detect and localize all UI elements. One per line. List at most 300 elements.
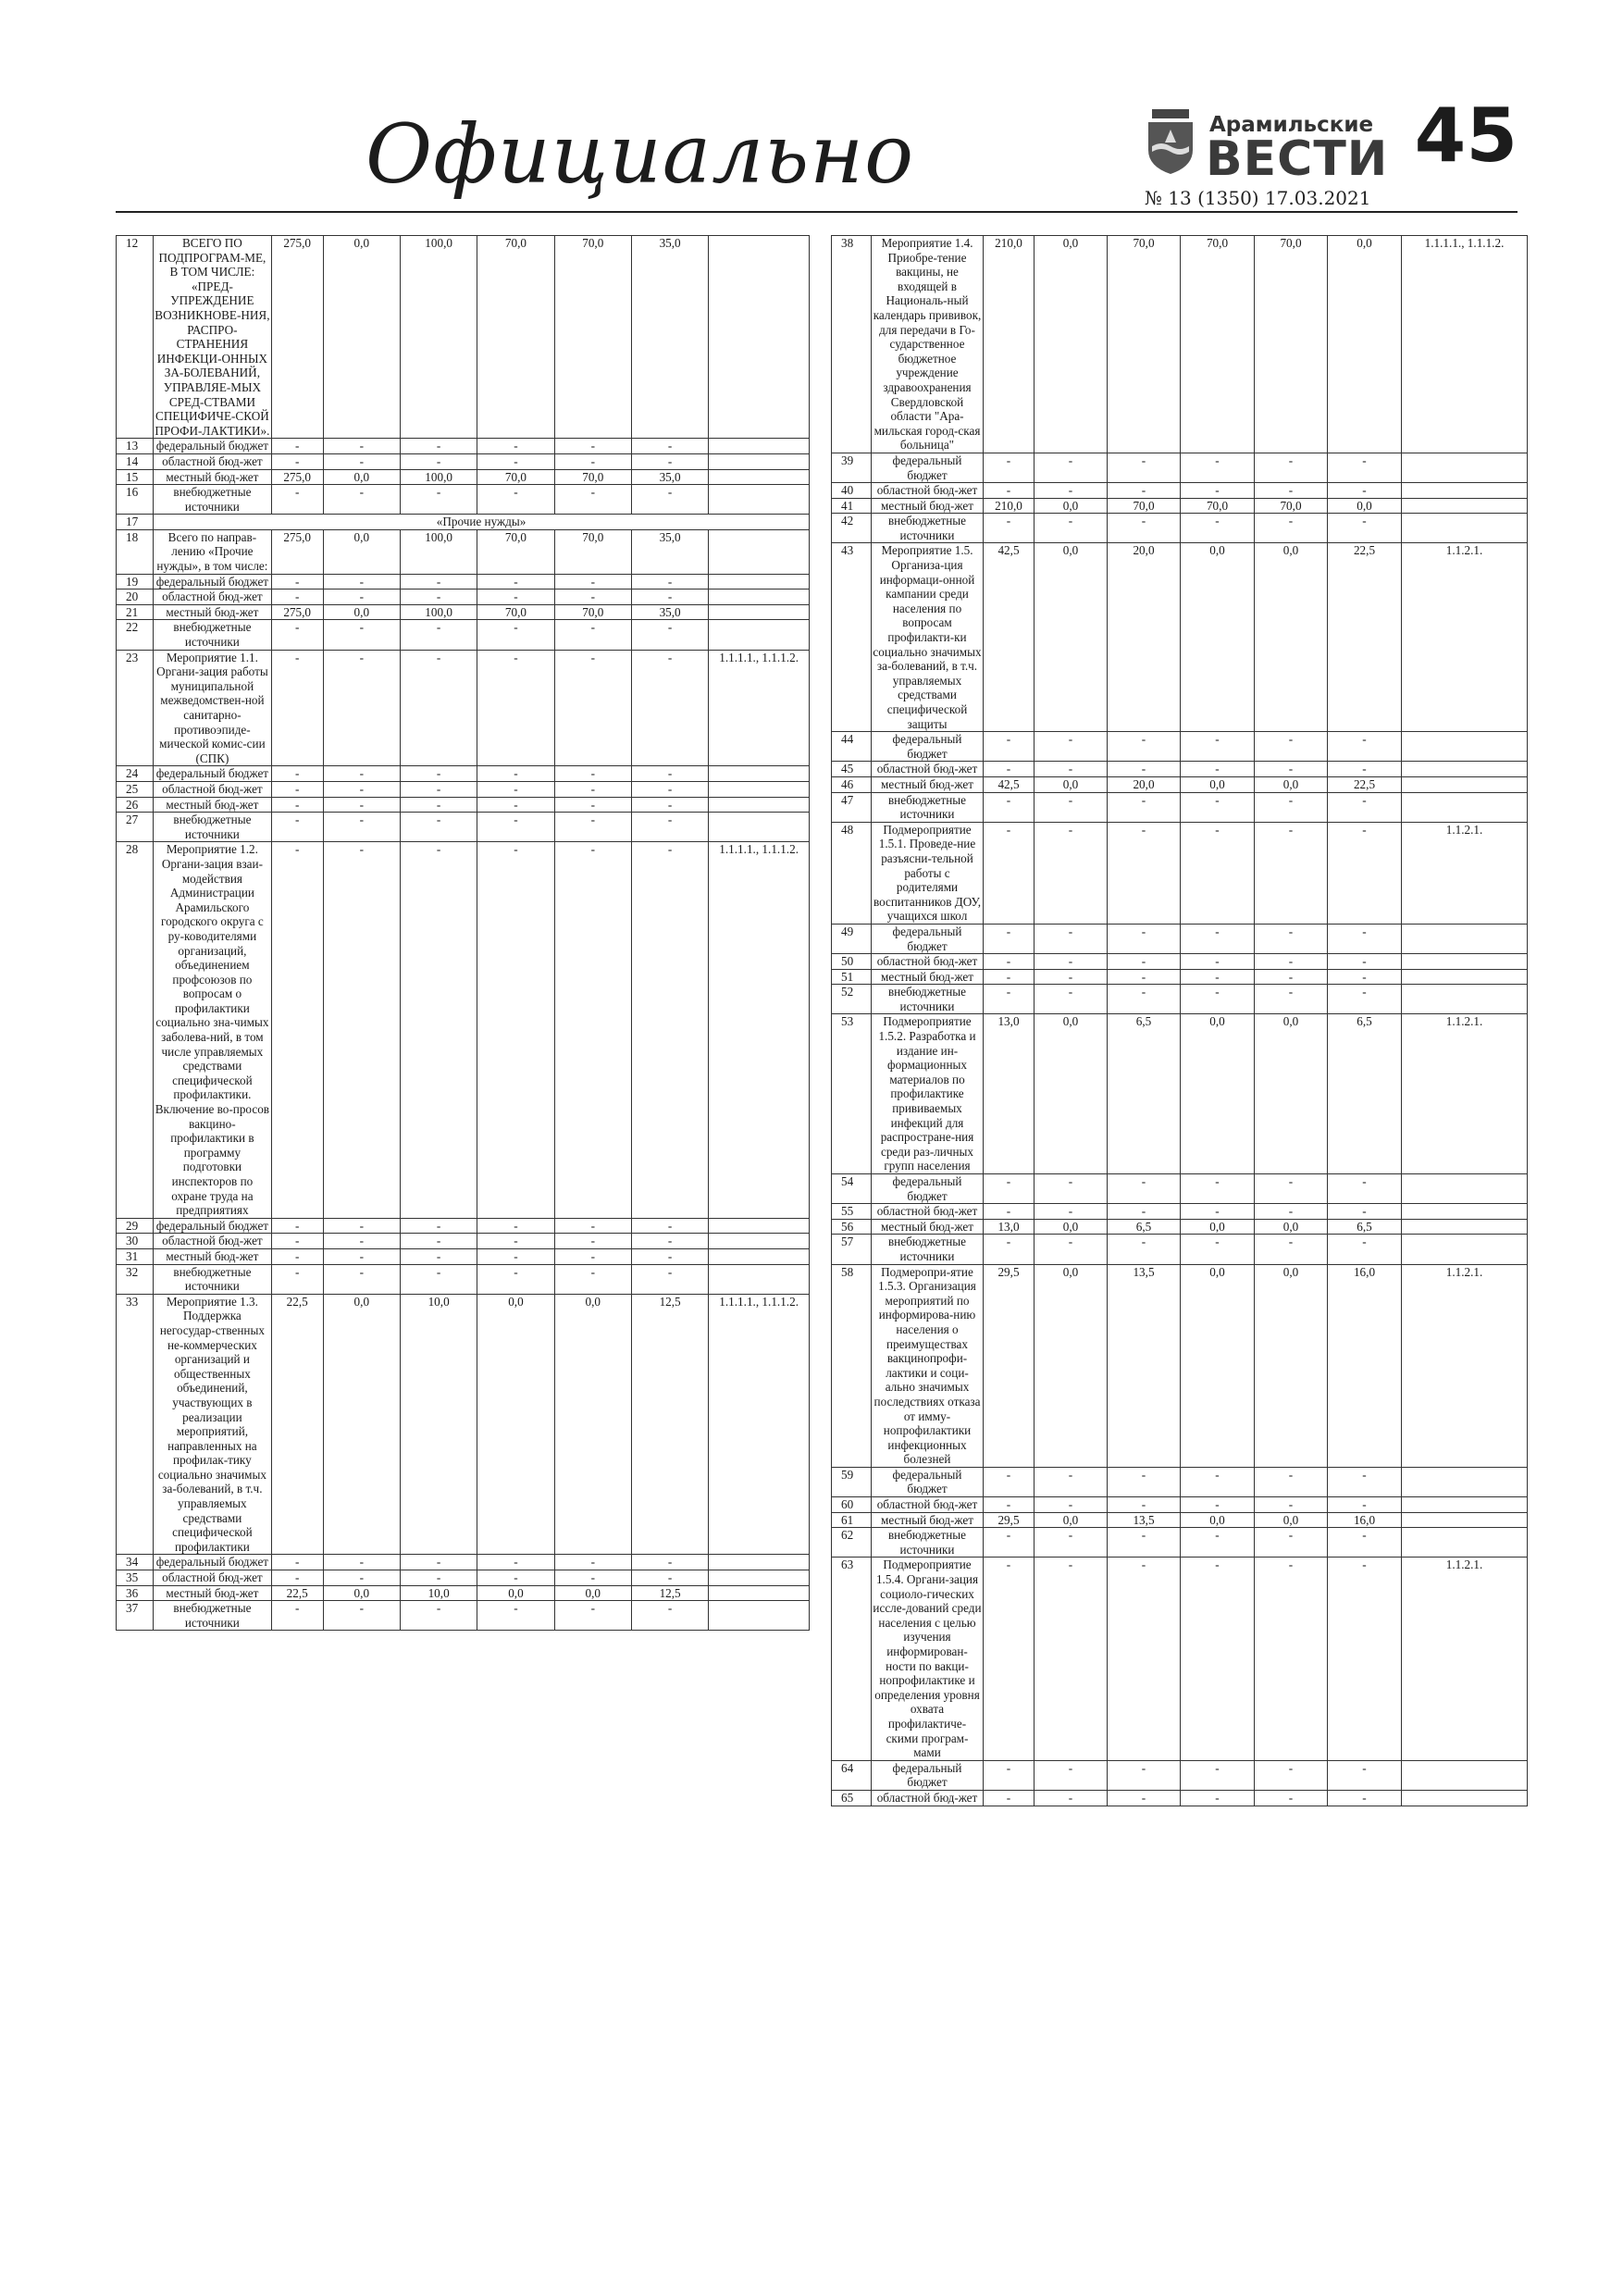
value-cell: - xyxy=(477,1234,554,1249)
row-number: 41 xyxy=(832,498,872,514)
table-row xyxy=(117,1601,810,1631)
value-cell: - xyxy=(1181,483,1255,499)
value-cell: - xyxy=(1328,762,1402,777)
value-cell: 275,0 xyxy=(271,236,323,439)
value-cell: - xyxy=(1328,1174,1402,1204)
value-cell: - xyxy=(984,732,1035,762)
value-cell: 22,5 xyxy=(271,1585,323,1601)
value-cell: 0,0 xyxy=(1035,776,1108,792)
value-cell: - xyxy=(477,1248,554,1264)
value-cell: 16,0 xyxy=(1328,1512,1402,1528)
row-number: 51 xyxy=(832,969,872,985)
value-cell: - xyxy=(1181,1760,1255,1790)
row-number: 45 xyxy=(832,762,872,777)
value-cell: - xyxy=(1181,954,1255,970)
row-number: 18 xyxy=(117,529,154,574)
target-indicator-cell xyxy=(1402,453,1528,482)
value-cell: - xyxy=(1035,483,1108,499)
item-name-cell: Мероприятие 1.5. Организа-ция информаци-онной кампании среди населения по вопросам профилакти-ки социально значимых за-болеваний, в т.ч. управляемых средствами специфической защиты xyxy=(873,543,982,731)
header-divider xyxy=(116,211,1518,213)
value-cell: 6,5 xyxy=(1328,1219,1402,1235)
value-cell: 275,0 xyxy=(271,529,323,574)
item-name-cell: внебюджетные источники xyxy=(872,792,984,822)
value-cell: - xyxy=(1255,985,1328,1014)
row-number: 28 xyxy=(117,842,154,1218)
value-cell: - xyxy=(400,1218,477,1234)
value-cell: - xyxy=(400,650,477,766)
value-cell: - xyxy=(1035,1558,1108,1760)
value-cell: - xyxy=(984,1467,1035,1496)
item-name-cell: Мероприятие 1.2. Органи-зация взаи-модействия Администрации Арамильского городского округа с ру-ководителями организаций, объединением профсоюзов по вопросам о профилактики социально зна-чимых заболева-ний, в том числе управляемых средствами специфической профилактики. Включение во-просов вакцино-профилактики в программу подготовки инспекторов по охране труда на предприятиях xyxy=(154,842,272,1218)
row-number: 21 xyxy=(117,604,154,620)
left-column xyxy=(116,235,810,1631)
target-indicator-cell xyxy=(709,797,810,813)
value-cell: - xyxy=(984,1528,1035,1558)
item-name-cell: федеральный бюджет xyxy=(154,439,272,454)
target-indicator-cell xyxy=(1402,1760,1528,1790)
item-name-cell: федеральный бюджет xyxy=(154,1555,272,1570)
row-number: 37 xyxy=(117,1601,154,1631)
value-cell: 0,0 xyxy=(1328,236,1402,453)
value-cell: - xyxy=(1181,1558,1255,1760)
value-cell: - xyxy=(1108,985,1181,1014)
value-cell: 0,0 xyxy=(1181,1512,1255,1528)
value-cell: - xyxy=(1328,1558,1402,1760)
target-indicator-cell: 1.1.2.1. xyxy=(1402,1014,1528,1174)
value-cell: - xyxy=(1035,1204,1108,1220)
value-cell: - xyxy=(1035,514,1108,543)
row-number: 59 xyxy=(832,1467,872,1496)
table-row xyxy=(117,1218,810,1234)
value-cell: 70,0 xyxy=(477,236,554,439)
item-name-cell: местный бюд-жет xyxy=(872,776,984,792)
table-row xyxy=(832,1204,1528,1220)
value-cell: - xyxy=(477,813,554,842)
value-cell: 0,0 xyxy=(323,1585,400,1601)
value-cell: - xyxy=(1035,1760,1108,1790)
row-number: 17 xyxy=(117,515,154,530)
value-cell: - xyxy=(984,1558,1035,1760)
item-name-cell: местный бюд-жет xyxy=(154,604,272,620)
target-indicator-cell xyxy=(1402,483,1528,499)
target-indicator-cell: 1.1.2.1. xyxy=(1402,543,1528,732)
value-cell: 0,0 xyxy=(323,236,400,439)
value-cell: 0,0 xyxy=(1181,543,1255,732)
table-row xyxy=(117,620,810,650)
value-cell: - xyxy=(400,813,477,842)
table-row xyxy=(832,969,1528,985)
value-cell: - xyxy=(323,1555,400,1570)
value-cell: - xyxy=(554,590,631,605)
row-number: 20 xyxy=(117,590,154,605)
target-indicator-cell xyxy=(1402,1219,1528,1235)
value-cell: - xyxy=(1108,1497,1181,1513)
target-indicator-cell xyxy=(1402,1174,1528,1204)
target-indicator-cell xyxy=(1402,1790,1528,1806)
value-cell: - xyxy=(323,1248,400,1264)
value-cell: - xyxy=(1035,1528,1108,1558)
brand-name-small: Арамильские xyxy=(1209,113,1374,137)
value-cell: - xyxy=(1035,792,1108,822)
value-cell: - xyxy=(1035,453,1108,482)
value-cell: 22,5 xyxy=(271,1294,323,1555)
row-number: 31 xyxy=(117,1248,154,1264)
row-number: 42 xyxy=(832,514,872,543)
value-cell: 0,0 xyxy=(1255,1014,1328,1174)
row-number: 65 xyxy=(832,1790,872,1806)
value-cell: - xyxy=(554,781,631,797)
value-cell: - xyxy=(1181,732,1255,762)
table-row xyxy=(832,1497,1528,1513)
row-number: 39 xyxy=(832,453,872,482)
value-cell: 70,0 xyxy=(554,604,631,620)
table-row xyxy=(117,590,810,605)
value-cell: - xyxy=(477,1218,554,1234)
table-row xyxy=(832,1512,1528,1528)
value-cell: - xyxy=(323,1570,400,1586)
value-cell: - xyxy=(271,650,323,766)
item-name-cell: областной бюд-жет xyxy=(154,1234,272,1249)
item-name-cell: областной бюд-жет xyxy=(154,781,272,797)
value-cell: - xyxy=(631,439,708,454)
value-cell: - xyxy=(477,1555,554,1570)
target-indicator-cell: 1.1.2.1. xyxy=(1402,822,1528,924)
value-cell: - xyxy=(271,574,323,590)
item-name-cell: областной бюд-жет xyxy=(872,483,984,499)
value-cell: - xyxy=(1035,1497,1108,1513)
value-cell: 13,0 xyxy=(984,1014,1035,1174)
value-cell: 6,5 xyxy=(1108,1219,1181,1235)
row-number: 26 xyxy=(117,797,154,813)
row-number: 33 xyxy=(117,1294,154,1555)
value-cell: - xyxy=(1108,1235,1181,1264)
table-row xyxy=(117,842,810,1218)
value-cell: - xyxy=(400,1601,477,1631)
value-cell: - xyxy=(271,1264,323,1294)
value-cell: - xyxy=(554,1218,631,1234)
table-row xyxy=(832,236,1528,453)
item-name-cell: федеральный бюджет xyxy=(872,924,984,953)
target-indicator-cell xyxy=(1402,969,1528,985)
value-cell: - xyxy=(271,439,323,454)
value-cell: - xyxy=(1255,822,1328,924)
value-cell: - xyxy=(984,1497,1035,1513)
item-name-cell: местный бюд-жет xyxy=(154,1585,272,1601)
value-cell: - xyxy=(271,453,323,469)
value-cell: - xyxy=(323,781,400,797)
value-cell: 70,0 xyxy=(1181,498,1255,514)
value-cell: - xyxy=(1255,1467,1328,1496)
row-number: 55 xyxy=(832,1204,872,1220)
value-cell: 35,0 xyxy=(631,236,708,439)
value-cell: 275,0 xyxy=(271,604,323,620)
value-cell: - xyxy=(1328,1497,1402,1513)
value-cell: - xyxy=(554,650,631,766)
target-indicator-cell xyxy=(1402,954,1528,970)
item-name-cell: областной бюд-жет xyxy=(872,762,984,777)
value-cell: 70,0 xyxy=(554,236,631,439)
row-number: 61 xyxy=(832,1512,872,1528)
value-cell: - xyxy=(477,766,554,782)
item-name-cell: федеральный бюджет xyxy=(154,766,272,782)
table-row xyxy=(832,498,1528,514)
item-name-cell: областной бюд-жет xyxy=(154,453,272,469)
value-cell: - xyxy=(271,1248,323,1264)
right-column xyxy=(831,235,1527,1806)
value-cell: 35,0 xyxy=(631,469,708,485)
value-cell: - xyxy=(1181,1528,1255,1558)
row-number: 46 xyxy=(832,776,872,792)
target-indicator-cell xyxy=(709,574,810,590)
value-cell: - xyxy=(1255,924,1328,953)
item-name-cell: областной бюд-жет xyxy=(154,1570,272,1586)
value-cell: - xyxy=(1035,1174,1108,1204)
value-cell: - xyxy=(323,453,400,469)
value-cell: - xyxy=(1181,453,1255,482)
value-cell: - xyxy=(554,1570,631,1586)
value-cell: - xyxy=(323,620,400,650)
target-indicator-cell: 1.1.1.1., 1.1.1.2. xyxy=(709,650,810,766)
target-indicator-cell xyxy=(709,1248,810,1264)
value-cell: - xyxy=(1328,792,1402,822)
value-cell: 20,0 xyxy=(1108,776,1181,792)
row-number: 56 xyxy=(832,1219,872,1235)
value-cell: - xyxy=(1255,732,1328,762)
value-cell: 70,0 xyxy=(554,529,631,574)
value-cell: - xyxy=(554,813,631,842)
value-cell: 100,0 xyxy=(400,529,477,574)
value-cell: - xyxy=(477,1264,554,1294)
value-cell: - xyxy=(271,766,323,782)
item-name-cell: местный бюд-жет xyxy=(872,1219,984,1235)
table-row xyxy=(832,543,1528,732)
table-row xyxy=(117,1585,810,1601)
table-row xyxy=(832,1467,1528,1496)
value-cell: - xyxy=(1108,1790,1181,1806)
value-cell: - xyxy=(554,1248,631,1264)
value-cell: - xyxy=(554,1264,631,1294)
row-number: 38 xyxy=(832,236,872,453)
page-number: 45 xyxy=(1414,93,1518,179)
value-cell: - xyxy=(1181,924,1255,953)
value-cell: - xyxy=(1328,822,1402,924)
row-number: 54 xyxy=(832,1174,872,1204)
value-cell: - xyxy=(1108,822,1181,924)
value-cell: - xyxy=(631,485,708,515)
value-cell: - xyxy=(1255,514,1328,543)
row-number: 19 xyxy=(117,574,154,590)
value-cell: - xyxy=(1181,1204,1255,1220)
value-cell: - xyxy=(1108,969,1181,985)
row-number: 15 xyxy=(117,469,154,485)
target-indicator-cell xyxy=(709,236,810,439)
target-indicator-cell xyxy=(1402,792,1528,822)
page-header xyxy=(116,93,1518,213)
value-cell: - xyxy=(477,842,554,1218)
item-name-cell: Мероприятие 1.4. Приобре-тение вакцины, не входящей в Националь-ный календарь прививок, для передачи в Го-сударственное бюджетное учреждение здравоохранения Свердловской области "Ара-мильская город-ская больница" xyxy=(872,236,984,453)
value-cell: - xyxy=(1108,453,1181,482)
value-cell: - xyxy=(400,590,477,605)
value-cell: - xyxy=(1035,924,1108,953)
row-number: 49 xyxy=(832,924,872,953)
value-cell: 29,5 xyxy=(984,1512,1035,1528)
value-cell: - xyxy=(984,1174,1035,1204)
target-indicator-cell xyxy=(709,781,810,797)
row-number: 14 xyxy=(117,453,154,469)
value-cell: - xyxy=(984,762,1035,777)
table-row xyxy=(832,1014,1528,1174)
value-cell: - xyxy=(271,620,323,650)
target-indicator-cell xyxy=(709,1555,810,1570)
item-name-cell: внебюджетные источники xyxy=(154,485,272,515)
value-cell: 0,0 xyxy=(323,1294,400,1555)
target-indicator-cell xyxy=(1402,985,1528,1014)
value-cell: - xyxy=(271,485,323,515)
table-row xyxy=(832,762,1528,777)
table-row xyxy=(832,792,1528,822)
value-cell: - xyxy=(1255,1235,1328,1264)
value-cell: - xyxy=(1035,985,1108,1014)
value-cell: 0,0 xyxy=(1255,543,1328,732)
target-indicator-cell xyxy=(709,766,810,782)
item-name-cell: Мероприятие 1.3. Поддержка негосудар-ственных не-коммерческих организаций и общественных объединений, участвующих в реализации мероприятий, направленных на профилак-тику социально значимых за-болеваний, в т.ч. управляемых средствами специфической профилактики xyxy=(154,1294,272,1555)
value-cell: - xyxy=(400,797,477,813)
table-row xyxy=(832,1790,1528,1806)
value-cell: - xyxy=(631,1570,708,1586)
table-row xyxy=(832,1174,1528,1204)
value-cell: 10,0 xyxy=(400,1585,477,1601)
value-cell: 22,5 xyxy=(1328,776,1402,792)
value-cell: 0,0 xyxy=(1035,1219,1108,1235)
value-cell: 0,0 xyxy=(1181,1219,1255,1235)
value-cell: - xyxy=(1328,514,1402,543)
value-cell: 100,0 xyxy=(400,469,477,485)
value-cell: - xyxy=(631,620,708,650)
row-number: 53 xyxy=(832,1014,872,1174)
value-cell: 0,0 xyxy=(477,1585,554,1601)
item-name-cell: местный бюд-жет xyxy=(872,498,984,514)
issue-info: № 13 (1350) 17.03.2021 xyxy=(1145,187,1371,209)
value-cell: - xyxy=(1108,514,1181,543)
target-indicator-cell xyxy=(709,1264,810,1294)
value-cell: - xyxy=(984,924,1035,953)
target-indicator-cell xyxy=(1402,776,1528,792)
row-number: 30 xyxy=(117,1234,154,1249)
target-indicator-cell xyxy=(1402,1204,1528,1220)
item-name-cell: Всего по направ-лению «Прочие нужды», в том числе: xyxy=(154,529,272,574)
value-cell: - xyxy=(271,797,323,813)
value-cell: - xyxy=(271,590,323,605)
value-cell: - xyxy=(323,766,400,782)
item-name-cell: областной бюд-жет xyxy=(872,1204,984,1220)
table-row xyxy=(832,776,1528,792)
value-cell: - xyxy=(1108,483,1181,499)
table-row xyxy=(117,813,810,842)
section-title: Официально xyxy=(365,106,915,202)
value-cell: - xyxy=(631,1248,708,1264)
value-cell: - xyxy=(323,650,400,766)
value-cell: 6,5 xyxy=(1328,1014,1402,1174)
value-cell: - xyxy=(984,969,1035,985)
value-cell: - xyxy=(984,1235,1035,1264)
value-cell: - xyxy=(554,797,631,813)
value-cell: - xyxy=(1328,453,1402,482)
target-indicator-cell: 1.1.2.1. xyxy=(1402,1558,1528,1760)
value-cell: 0,0 xyxy=(1181,1264,1255,1467)
value-cell: - xyxy=(1035,822,1108,924)
target-indicator-cell xyxy=(1402,1528,1528,1558)
value-cell: - xyxy=(984,985,1035,1014)
value-cell: 29,5 xyxy=(984,1264,1035,1467)
value-cell: - xyxy=(554,1555,631,1570)
value-cell: - xyxy=(554,766,631,782)
value-cell: 12,5 xyxy=(631,1294,708,1555)
value-cell: - xyxy=(477,453,554,469)
value-cell: 70,0 xyxy=(1108,236,1181,453)
target-indicator-cell xyxy=(1402,732,1528,762)
value-cell: 70,0 xyxy=(477,604,554,620)
value-cell: - xyxy=(323,1234,400,1249)
value-cell: - xyxy=(1255,1790,1328,1806)
value-cell: 0,0 xyxy=(1255,1264,1328,1467)
table-row xyxy=(832,822,1528,924)
value-cell: 70,0 xyxy=(1108,498,1181,514)
value-cell: - xyxy=(1255,762,1328,777)
value-cell: - xyxy=(1255,1558,1328,1760)
table-row xyxy=(117,1248,810,1264)
value-cell: - xyxy=(631,1218,708,1234)
left-budget-table xyxy=(116,235,810,1631)
row-number: 40 xyxy=(832,483,872,499)
value-cell: - xyxy=(1181,1467,1255,1496)
item-name-cell: местный бюд-жет xyxy=(154,797,272,813)
value-cell: - xyxy=(1328,1760,1402,1790)
table-row xyxy=(832,1235,1528,1264)
value-cell: - xyxy=(984,792,1035,822)
row-number: 43 xyxy=(832,543,872,732)
target-indicator-cell xyxy=(709,1601,810,1631)
target-indicator-cell xyxy=(709,813,810,842)
value-cell: - xyxy=(323,813,400,842)
row-number: 16 xyxy=(117,485,154,515)
item-name-cell: внебюджетные источники xyxy=(154,813,272,842)
table-row xyxy=(832,924,1528,953)
table-row xyxy=(117,797,810,813)
table-row xyxy=(117,469,810,485)
value-cell: 13,5 xyxy=(1108,1512,1181,1528)
value-cell: 6,5 xyxy=(1108,1014,1181,1174)
value-cell: - xyxy=(400,1555,477,1570)
row-number: 27 xyxy=(117,813,154,842)
item-name-cell: федеральный бюджет xyxy=(872,732,984,762)
table-row xyxy=(832,1558,1528,1760)
value-cell: - xyxy=(1035,1790,1108,1806)
value-cell: - xyxy=(323,797,400,813)
value-cell: 70,0 xyxy=(1181,236,1255,453)
value-cell: - xyxy=(400,485,477,515)
row-number: 32 xyxy=(117,1264,154,1294)
target-indicator-cell xyxy=(709,529,810,574)
value-cell: - xyxy=(271,1570,323,1586)
table-row xyxy=(117,1264,810,1294)
table-row xyxy=(117,604,810,620)
value-cell: - xyxy=(323,1601,400,1631)
target-indicator-cell xyxy=(709,485,810,515)
value-cell: - xyxy=(554,453,631,469)
table-row xyxy=(832,514,1528,543)
value-cell: - xyxy=(1181,514,1255,543)
value-cell: - xyxy=(477,620,554,650)
